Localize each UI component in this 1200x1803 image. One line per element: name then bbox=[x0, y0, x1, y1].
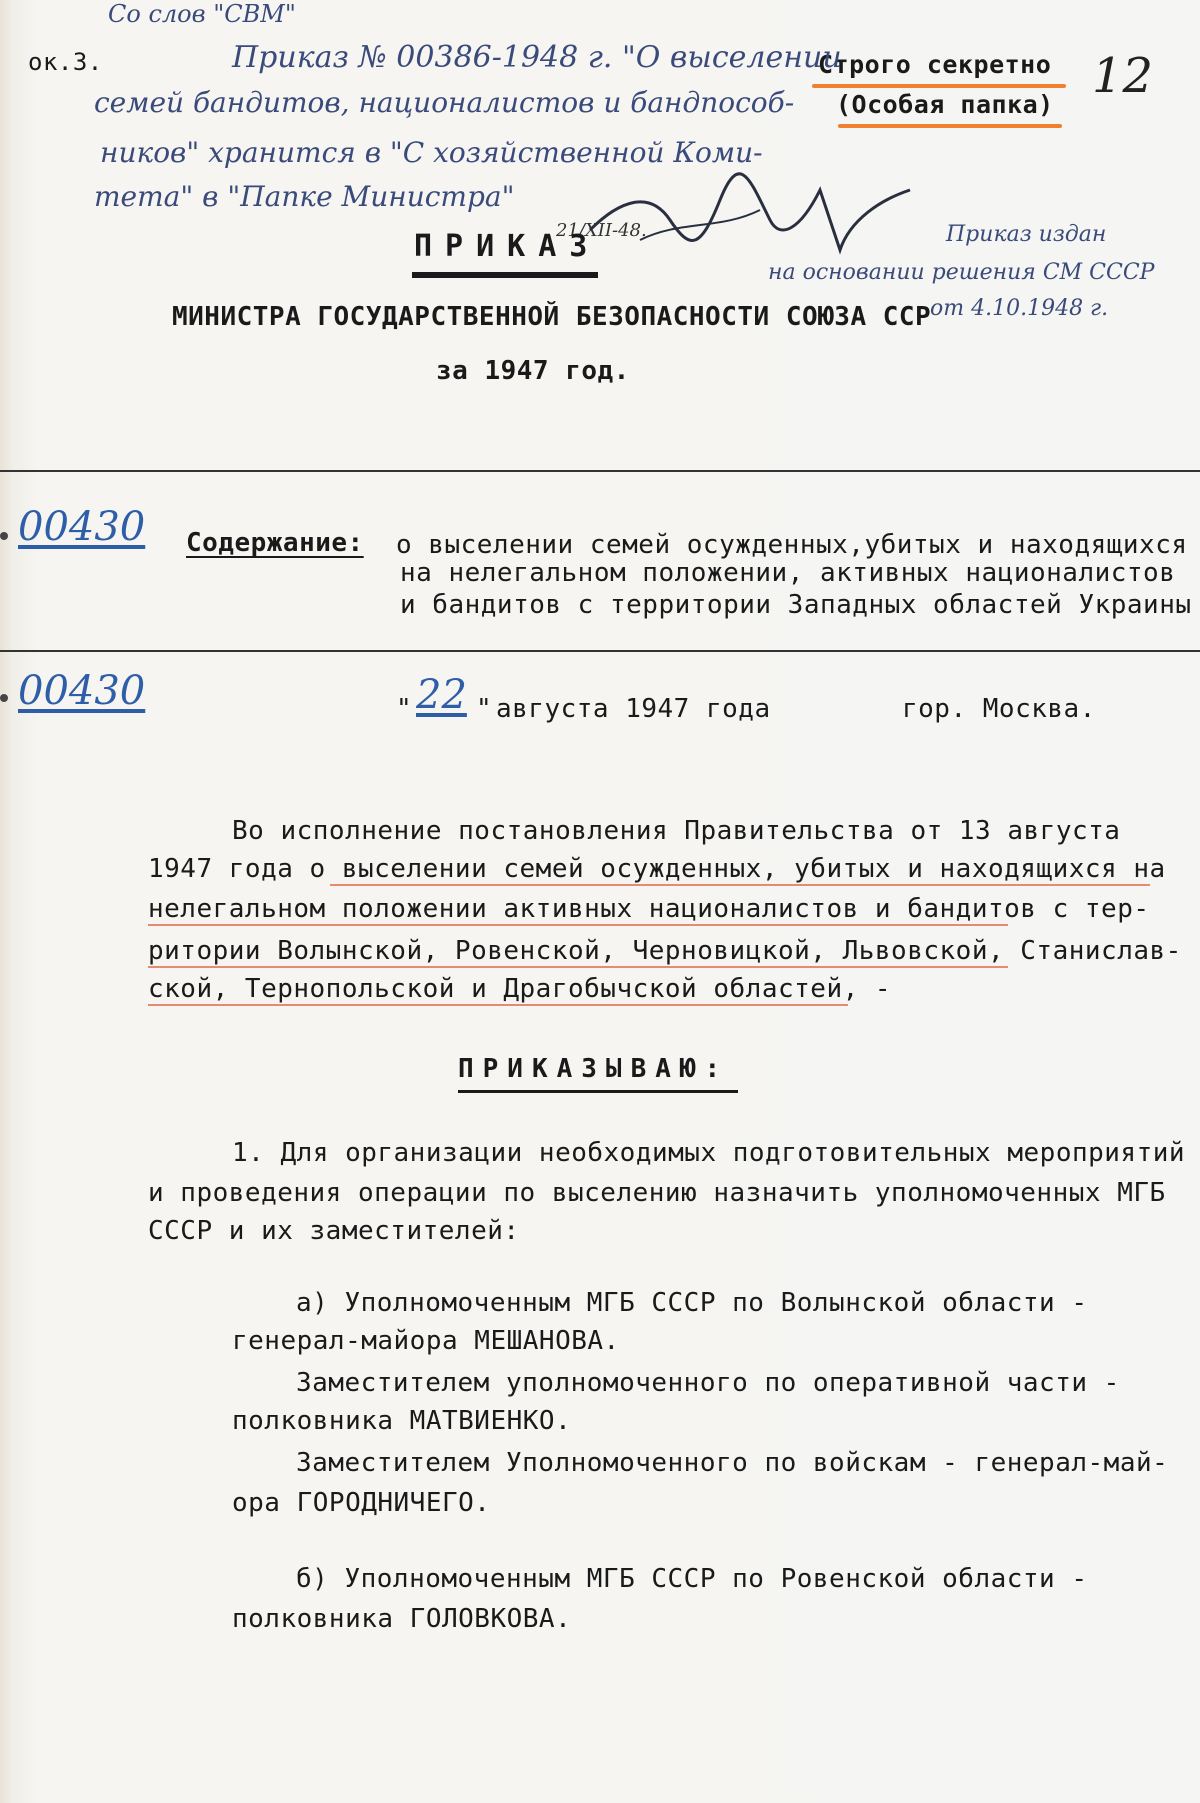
issuing-authority: МИНИСТРА ГОСУДАРСТВЕННОЙ БЕЗОПАСНОСТИ СОЮЗА ССР bbox=[172, 302, 932, 332]
handwritten-note-date: 21/XII-48. bbox=[556, 220, 647, 241]
pencil-underline bbox=[330, 884, 1150, 886]
handwritten-note-line: Приказ № 00386-1948 г. "О выселении bbox=[232, 40, 842, 75]
handwritten-margin-note-line: на основании решения СМ СССР bbox=[768, 260, 1155, 285]
preamble-line: ской, Тернопольской и Драгобычской областей, - bbox=[148, 974, 892, 1004]
handwritten-note-line: тета" в "Папке Министра" bbox=[94, 180, 515, 213]
pencil-underline bbox=[148, 924, 1008, 926]
order-word-underline bbox=[458, 1090, 738, 1093]
date-text: августа 1947 года bbox=[496, 694, 771, 724]
date-close-quote: " bbox=[476, 694, 493, 724]
preamble-line: нелегальном положении активных националистов и бандитов с тер- bbox=[148, 894, 1150, 924]
signature bbox=[580, 160, 920, 270]
item-a-line: полковника МАТВИЕНКО. bbox=[232, 1406, 572, 1436]
point-1-line: и проведения операции по выселению назначить уполномоченных МГБ bbox=[148, 1178, 1166, 1208]
special-folder-label: (Особая папка) bbox=[836, 90, 1054, 119]
item-a-line: а) Уполномоченным МГБ СССР по Волынской области - bbox=[296, 1288, 1088, 1318]
copy-number: ок.3. bbox=[28, 48, 103, 76]
handwritten-note-line: семей бандитов, националистов и бандпособ- bbox=[94, 86, 795, 119]
margin-dot bbox=[0, 694, 8, 702]
item-b-line: б) Уполномоченным МГБ СССР по Ровенской области - bbox=[296, 1564, 1088, 1594]
order-word: ПРИКАЗЫВАЮ: bbox=[458, 1054, 730, 1084]
contents-label: Содержание: bbox=[186, 528, 364, 558]
item-a-line: Заместителем Уполномоченного по войскам - генерал-май- bbox=[296, 1448, 1169, 1478]
date-day: 22 bbox=[416, 672, 467, 718]
preamble-line: ритории Волынской, Ровенской, Черновицкой, Львовской, Станислав- bbox=[148, 936, 1182, 966]
classification-marker-underline bbox=[812, 84, 1066, 88]
registry-number: 00430 bbox=[18, 668, 146, 714]
handwritten-note-line: ников" хранится в "С хозяйственной Коми- bbox=[100, 136, 763, 169]
handwritten-margin-note-line: от 4.10.1948 г. bbox=[930, 296, 1109, 321]
pencil-underline bbox=[148, 1004, 848, 1006]
document-title: ПРИКАЗ bbox=[414, 229, 601, 264]
point-1-line: 1. Для организации необходимых подготовительных мероприятий bbox=[232, 1138, 1186, 1168]
margin-dot bbox=[0, 532, 8, 540]
divider-rule bbox=[0, 470, 1200, 472]
special-folder-marker-underline bbox=[838, 124, 1062, 128]
item-b-line: полковника ГОЛОВКОВА. bbox=[232, 1604, 572, 1634]
contents-line: и бандитов с территории Западных областей Украины bbox=[400, 590, 1192, 620]
place-of-issue: гор. Москва. bbox=[902, 694, 1096, 724]
preamble-line: 1947 года о выселении семей осужденных, убитых и находящихся на bbox=[148, 854, 1166, 884]
registry-number: 00430 bbox=[18, 504, 146, 550]
sheet-number: 12 bbox=[1092, 48, 1154, 104]
item-a-line: генерал-майора МЕШАНОВА. bbox=[232, 1326, 620, 1356]
classification-stamp: Строго секретно bbox=[818, 50, 1052, 79]
divider-rule bbox=[0, 650, 1200, 652]
contents-line: на нелегальном положении, активных националистов bbox=[400, 558, 1176, 588]
handwritten-note-line: Со слов "СВМ" bbox=[108, 0, 296, 28]
contents-line: о выселении семей осужденных,убитых и находящихся bbox=[396, 530, 1188, 560]
title-underline bbox=[412, 272, 598, 278]
pencil-underline bbox=[148, 966, 1008, 968]
point-1-line: СССР и их заместителей: bbox=[148, 1216, 520, 1246]
item-a-line: ора ГОРОДНИЧЕГО. bbox=[232, 1488, 491, 1518]
preamble-line: Во исполнение постановления Правительства от 13 августа bbox=[232, 816, 1121, 846]
date-open-quote: " bbox=[396, 694, 413, 724]
handwritten-margin-note-line: Приказ издан bbox=[946, 222, 1107, 247]
document-year: за 1947 год. bbox=[436, 356, 630, 386]
item-a-line: Заместителем уполномоченного по оперативной части - bbox=[296, 1368, 1120, 1398]
